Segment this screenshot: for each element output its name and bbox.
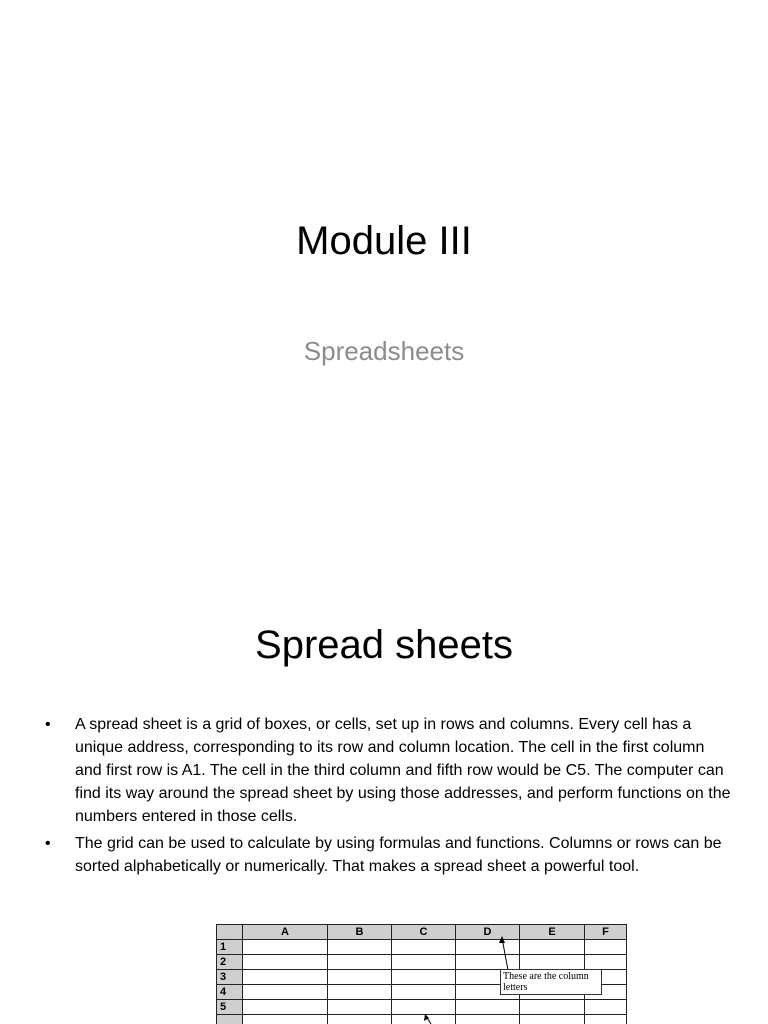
column-header: F [585, 925, 627, 940]
bullet-marker: • [45, 835, 51, 852]
column-header: B [328, 925, 392, 940]
content-slide [0, 576, 768, 1024]
column-header: C [392, 925, 456, 940]
spreadsheet-figure [216, 924, 628, 1024]
callout-label: These are the column letters [500, 969, 602, 995]
row-header: 4 [217, 985, 243, 1000]
slide-subtitle: Spreadsheets [303, 336, 465, 366]
bullet-item [45, 713, 735, 828]
slide-title: Module III [296, 219, 472, 263]
column-header: E [520, 925, 585, 940]
row-header: 5 [217, 1000, 243, 1015]
bullet-text: A spread sheet is a grid of boxes, or cells, set up in rows and columns. Every cell has a unique address, corresponding to its row and column location. The cell in the first column and first row is A1. The cell in the third column and fifth row would be C5. The computer can find its way around the spread sheet by using those addresses, and perform functions on the numbers entered in those cells. [75, 716, 731, 825]
bullet-item [45, 832, 735, 878]
row-header: 2 [217, 955, 243, 970]
bullet-text: The grid can be used to calculate by using formulas and functions. Columns or rows can be sorted alphabetically or numerically. That makes a spread sheet a powerful tool. [75, 835, 722, 875]
row-header: 3 [217, 970, 243, 985]
bullet-marker: • [45, 716, 51, 733]
slide-title: Spread sheets [255, 623, 513, 667]
row-header: 1 [217, 940, 243, 955]
column-header: A [243, 925, 328, 940]
column-header: D [456, 925, 520, 940]
bullet-list [45, 713, 735, 882]
